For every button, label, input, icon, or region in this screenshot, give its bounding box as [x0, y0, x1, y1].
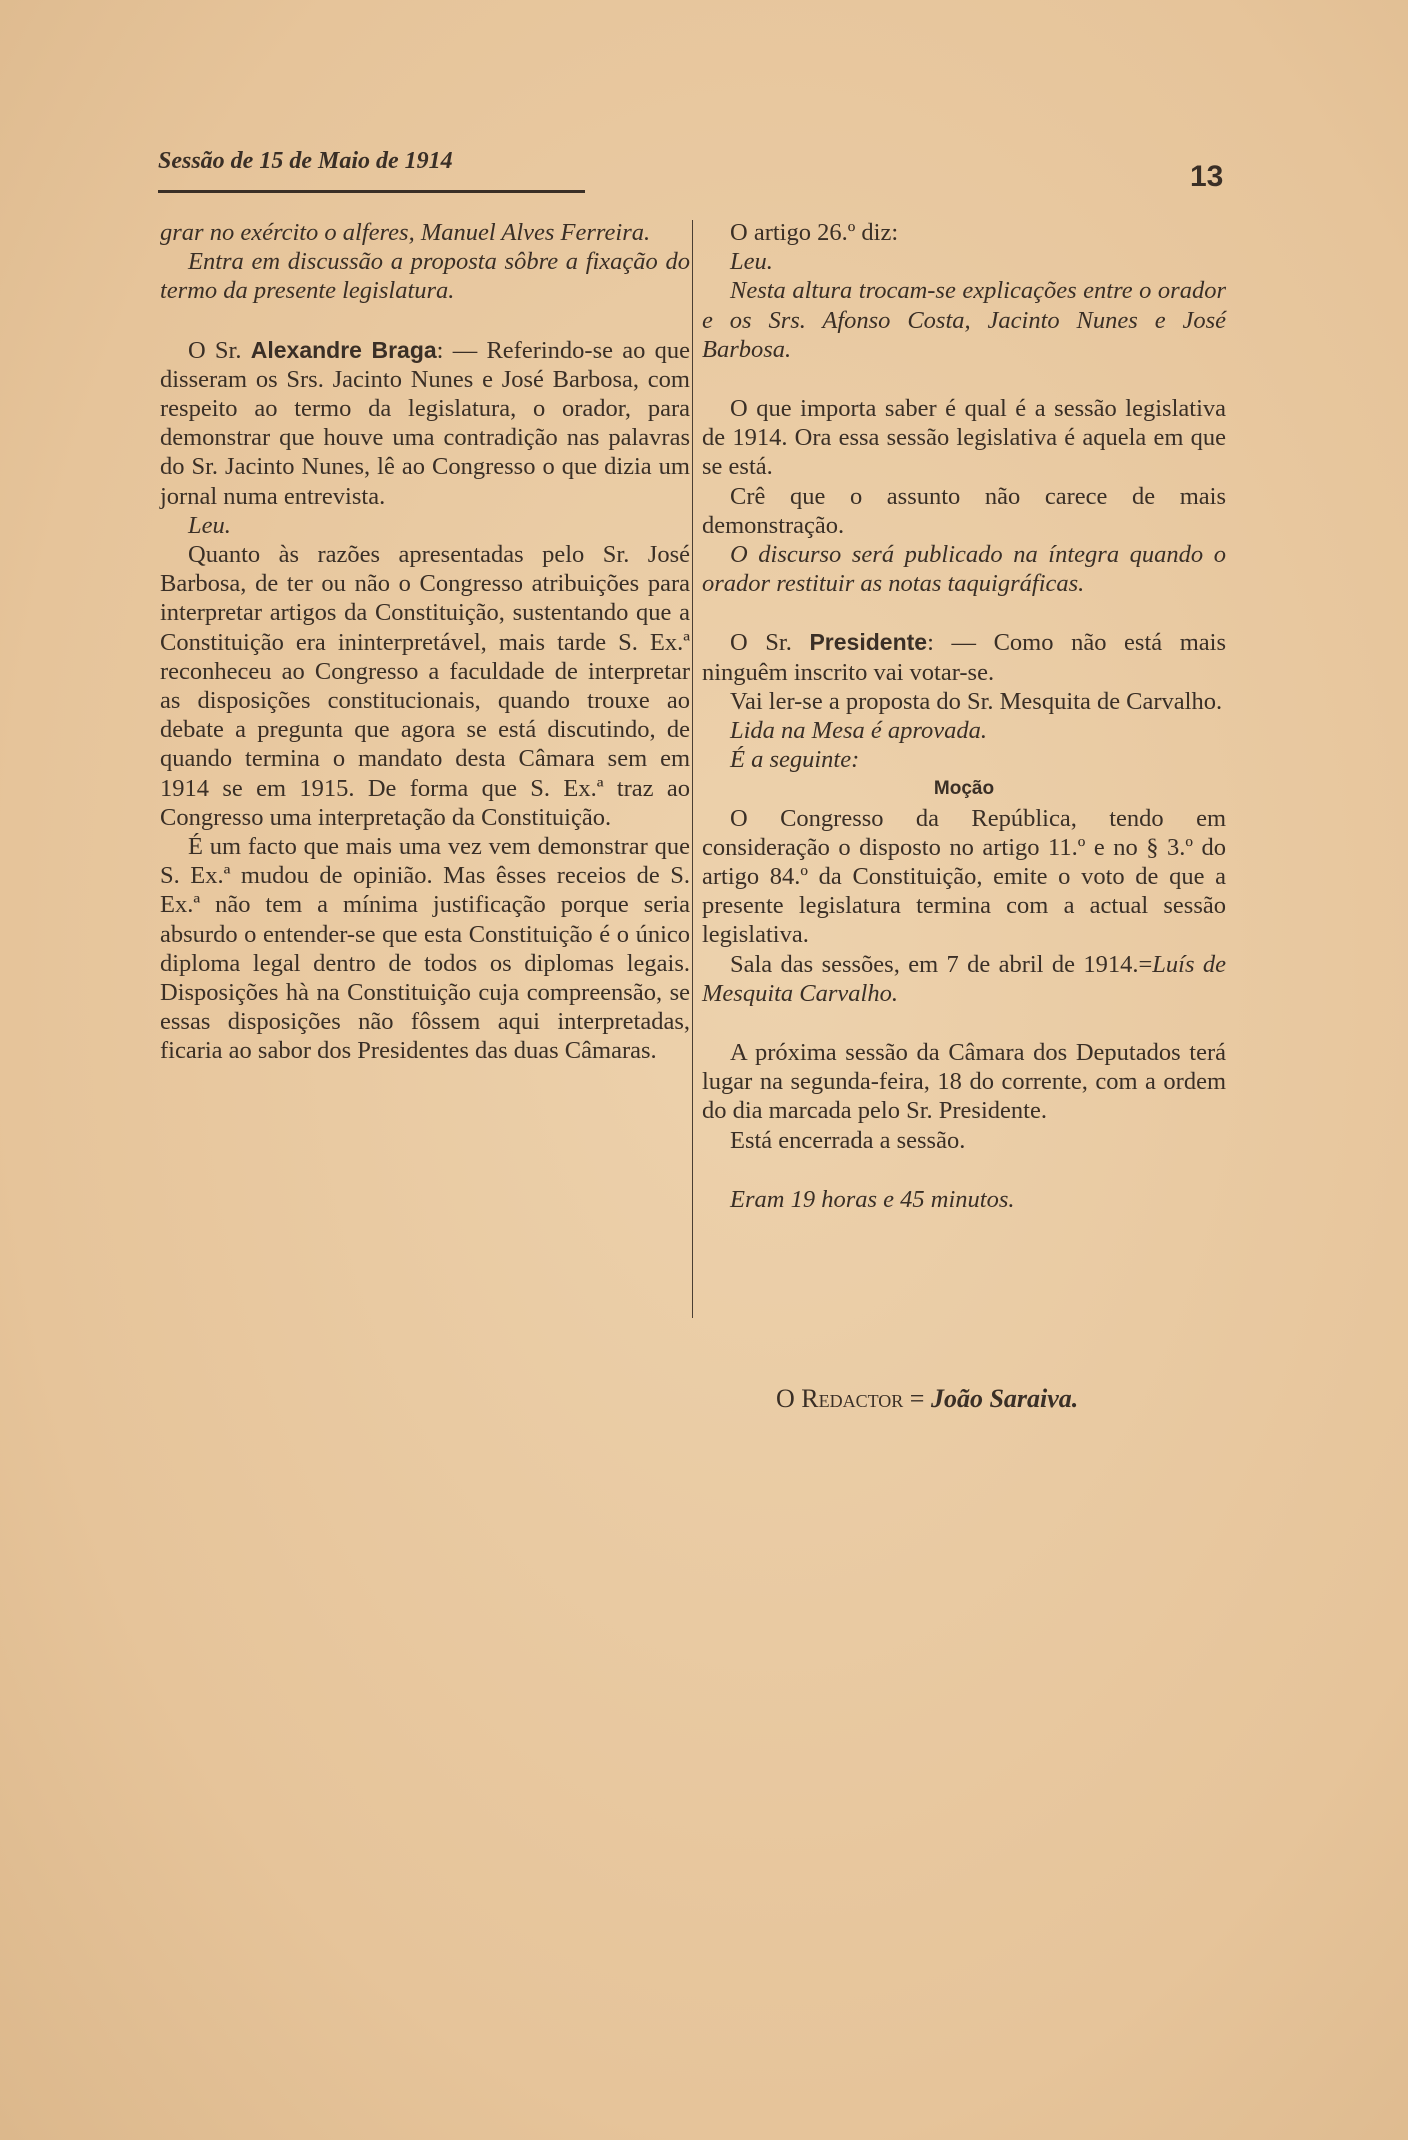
right-paragraph-4: O que importa saber é qual é a sessão legislativa de 1914. Ora essa sessão legislativa é aquela em que se está. — [702, 395, 1226, 481]
signature-name: João Saraiva. — [930, 1384, 1079, 1413]
right-paragraph-1: O artigo 26.º diz: — [730, 219, 899, 246]
signature-separator: = — [903, 1384, 931, 1413]
right-speech-presidente — [702, 628, 1226, 686]
signature-prefix: O — [776, 1384, 795, 1413]
left-speech-alexandre-braga — [160, 336, 690, 511]
motion-text: O Congresso da República, tendo em consideração o disposto no artigo 11.º e no § 3.º do artigo 84.º da Constituição, emite o voto de que a presente legislatura termina com a actual sessão legislativa. — [702, 804, 1226, 949]
motion-signer: Luís de Mesquita Carvalho. — [702, 950, 1227, 1007]
left-paragraph-2: Entra em discussão a proposta sôbre a fixação do termo da presente legislatura. — [160, 248, 690, 305]
speech-text: : — Como não está mais ninguêm inscrito vai votar-se. — [702, 629, 1226, 686]
right-paragraph-leu: Leu. — [730, 248, 773, 276]
right-paragraph-9: Lida na Mesa é aprovada. — [730, 717, 987, 745]
left-paragraph-leu: Leu. — [188, 511, 231, 539]
motion-title: Moção — [933, 778, 995, 800]
right-column — [702, 218, 1226, 1214]
right-paragraph-6: O discurso será publicado na íntegra quando o orador restituir as notas taquigráficas. — [702, 541, 1226, 598]
speech-prefix: O Sr. — [730, 629, 792, 657]
speech-text: : — Referindo-se ao que disseram os Srs. Jacinto Nunes e José Barbosa, com respeito ao termo da legislatura, o orador, para demonstrar que houve uma contradição nas palavras do Sr. Jacinto Nunes, lê ao Congresso o que dizia um jornal numa entrevista. — [160, 336, 690, 510]
right-paragraph-3: Nesta altura trocam-se explicações entre o orador e os Srs. Afonso Costa, Jacinto Nunes e José Barbosa. — [702, 277, 1226, 363]
closing-time: Eram 19 horas e 45 minutos. — [730, 1185, 1015, 1213]
right-paragraph-8: Vai ler-se a proposta do Sr. Mesquita de Carvalho. — [730, 687, 1223, 715]
speech-prefix: O Sr. — [188, 336, 242, 364]
right-paragraph-5: Crê que o assunto não carece de mais demonstração. — [702, 482, 1226, 539]
left-paragraph-5: Quanto às razões apresentadas pelo Sr. José Barbosa, de ter ou não o Congresso atribuições para interpretar artigos da Constituição, sustentando que a Constituição era ininterpretável, mais tarde S. Ex.ª reconheceu ao Congresso a faculdade de interpretar as disposições constitucionais, quando trouxe ao debate a pregunta que agora se está discutindo, de quando termina o mandato desta Câmara sem em 1914 se em 1915. De forma que S. Ex.ª traz ao Congresso uma interpretação da Constituição. — [160, 541, 690, 831]
page-number: 13 — [1190, 160, 1224, 193]
running-header: Sessão de 15 de Maio de 1914 — [158, 148, 453, 174]
speaker-name: Alexandre Braga — [250, 336, 437, 363]
right-paragraph-14: Está encerrada a sessão. — [730, 1126, 966, 1154]
header-rule — [158, 190, 585, 193]
motion-signature-line — [702, 950, 1226, 1008]
motion-date: Sala das sessões, em 7 de abril de 1914.= — [730, 950, 1153, 978]
left-column — [160, 218, 690, 1066]
column-divider — [692, 220, 693, 1318]
right-paragraph-10: É a seguinte: — [730, 746, 860, 774]
speaker-name: Presidente — [809, 629, 928, 656]
redactor-signature — [776, 1384, 1078, 1414]
signature-role: Redactor — [801, 1384, 904, 1413]
right-paragraph-13: A próxima sessão da Câmara dos Deputados terá lugar na segunda-feira, 18 do corrente, com a ordem do dia marcada pelo Sr. Presidente. — [702, 1039, 1226, 1125]
left-paragraph-1: grar no exército o alferes, Manuel Alves Ferreira. — [160, 219, 651, 246]
left-paragraph-6: É um facto que mais uma vez vem demonstrar que S. Ex.ª mudou de opinião. Mas êsses receios de S. Ex.ª não tem a mínima justificação porque seria absurdo o entender-se que esta Constituição é o único diploma legal dentro de todos os diplomas legais. Disposições hà na Constituição cuja compreensão, se essas disposições não fôssem aqui interpretadas, ficaria ao sabor dos Presidentes das duas Câmaras. — [160, 833, 690, 1065]
